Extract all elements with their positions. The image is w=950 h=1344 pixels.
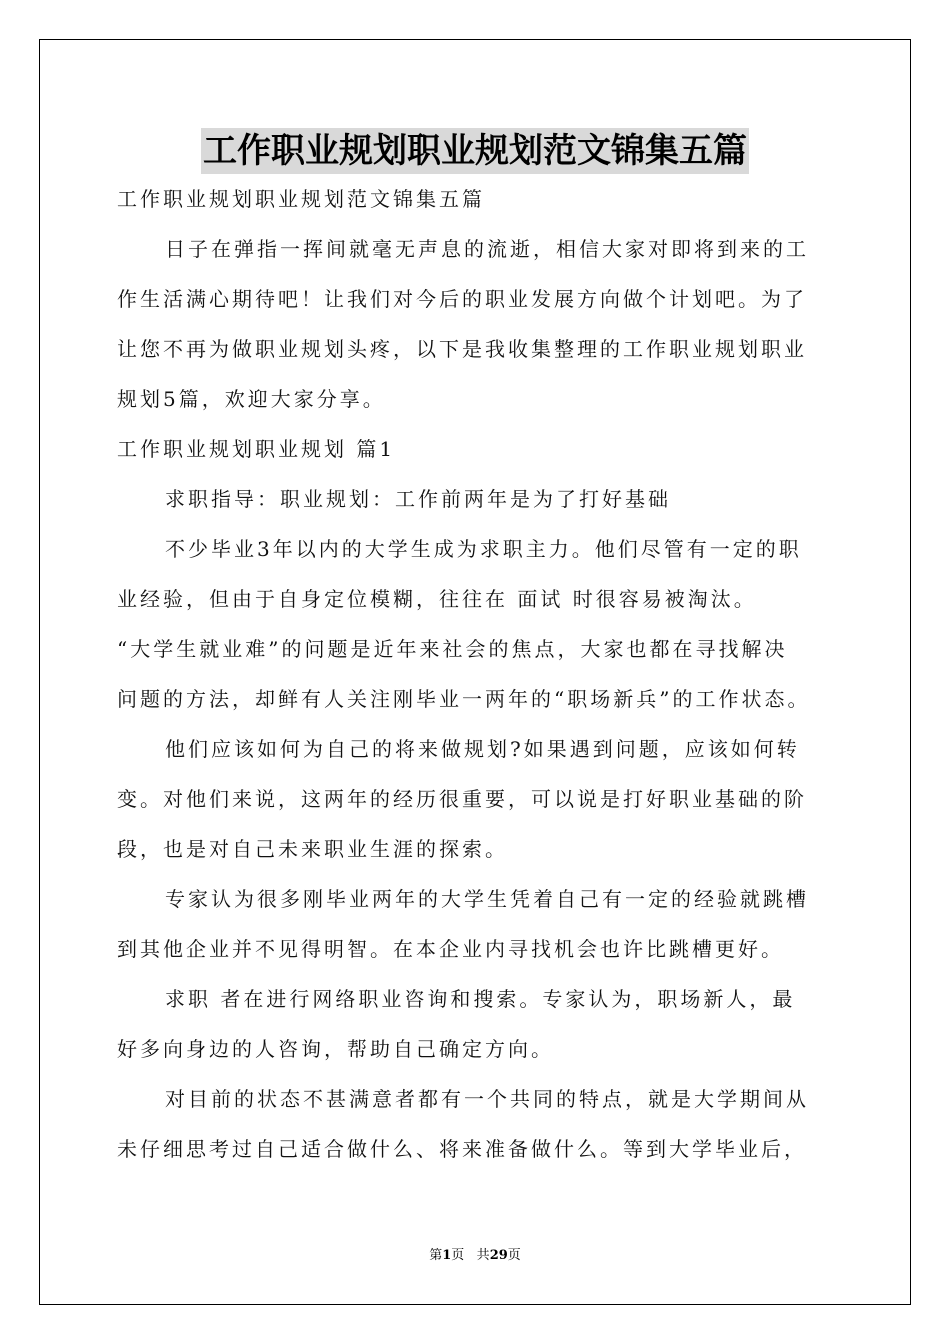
total-pages: 29	[489, 1248, 508, 1263]
page-prefix: 第	[429, 1248, 443, 1263]
section-heading: 工作职业规划职业规划 篇1	[117, 437, 396, 461]
body-line: 到其他企业并不见得明智。在本企业内寻找机会也许比跳槽更好。	[117, 937, 784, 961]
body-line: 未仔细思考过自己适合做什么、将来准备做什么。等到大学毕业后，	[117, 1137, 807, 1161]
body-line: 让您不再为做职业规划头疼，以下是我收集整理的工作职业规划职业	[117, 337, 807, 361]
body-line: 不少毕业3年以内的大学生成为求职主力。他们尽管有一定的职	[165, 537, 802, 561]
body-line: 业经验，但由于自身定位模糊，往往在 面试 时很容易被淘汰。	[117, 587, 757, 611]
page-footer	[0, 1244, 950, 1263]
body-line: 对目前的状态不甚满意者都有一个共同的特点，就是大学期间从	[165, 1087, 809, 1111]
body-line: “大学生就业难”的问题是近年来社会的焦点，大家也都在寻找解决	[117, 637, 788, 661]
body-line: 好多向身边的人咨询，帮助自己确定方向。	[117, 1037, 554, 1061]
body-line: 专家认为很多刚毕业两年的大学生凭着自己有一定的经验就跳槽	[165, 887, 809, 911]
body-line: 变。对他们来说，这两年的经历很重要，可以说是打好职业基础的阶	[117, 787, 807, 811]
body-line: 作生活满心期待吧！让我们对今后的职业发展方向做个计划吧。为了	[117, 287, 807, 311]
body-line: 段，也是对自己未来职业生涯的探索。	[117, 837, 508, 861]
document-title: 工作职业规划职业规划范文锦集五篇	[201, 128, 749, 174]
body-line: 问题的方法，却鲜有人关注刚毕业一两年的“职场新兵”的工作状态。	[117, 687, 811, 711]
total-prefix: 共	[476, 1248, 490, 1263]
title-container	[0, 128, 950, 174]
body-line: 工作职业规划职业规划范文锦集五篇	[117, 187, 485, 211]
document-body	[117, 174, 837, 1174]
total-suffix: 页	[507, 1248, 521, 1263]
page-suffix: 页	[451, 1248, 465, 1263]
body-line: 日子在弹指一挥间就毫无声息的流逝，相信大家对即将到来的工	[165, 237, 809, 261]
body-line: 求职指导：职业规划：工作前两年是为了打好基础	[165, 487, 671, 511]
page-number: 1	[442, 1248, 452, 1263]
body-line: 他们应该如何为自己的将来做规划?如果遇到问题，应该如何转	[165, 737, 800, 761]
body-line: 规划5篇，欢迎大家分享。	[117, 387, 386, 411]
body-line: 求职 者在进行网络职业咨询和搜索。专家认为，职场新人，最	[165, 987, 796, 1011]
